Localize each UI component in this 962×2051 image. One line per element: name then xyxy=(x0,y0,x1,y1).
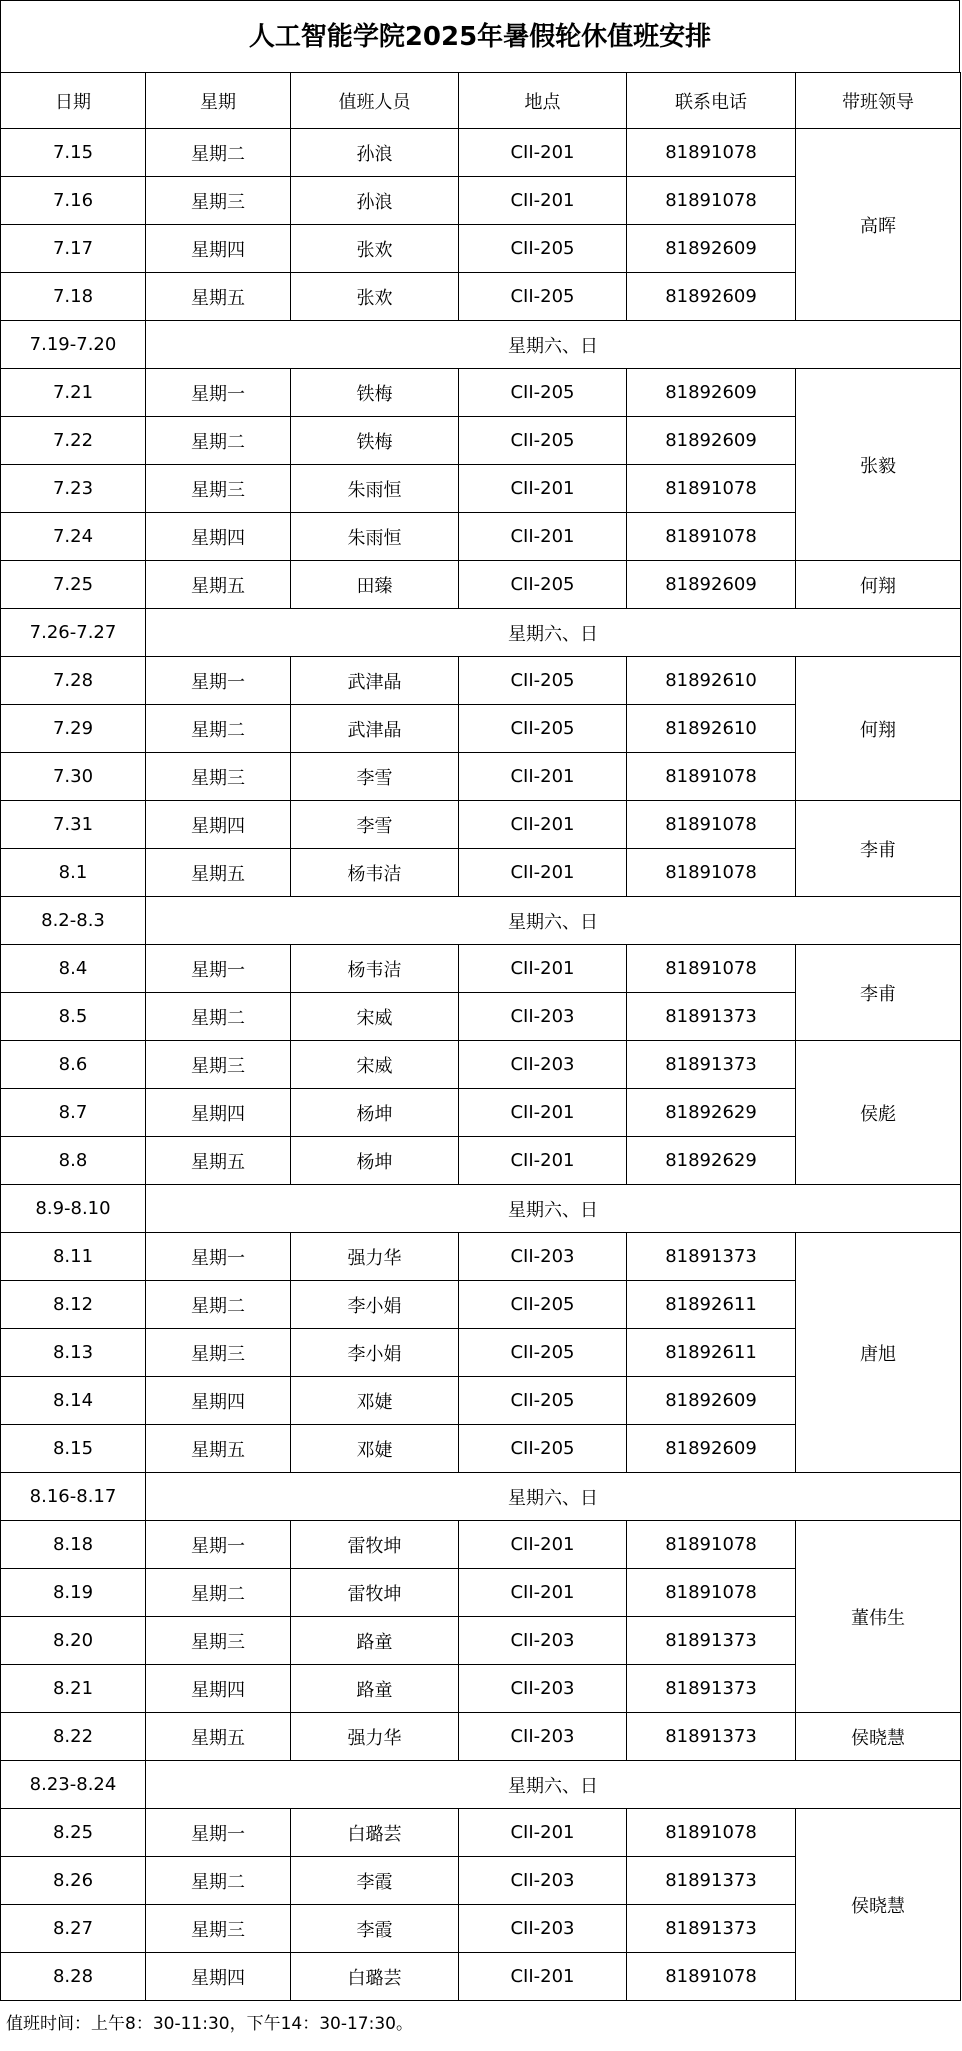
place-cell: CII-205 xyxy=(459,1329,627,1377)
weekend-cell: 星期六、日 xyxy=(146,321,961,369)
weekday-cell: 星期二 xyxy=(146,1569,291,1617)
weekday-cell: 星期二 xyxy=(146,1281,291,1329)
weekend-cell: 星期六、日 xyxy=(146,1185,961,1233)
weekday-cell: 星期一 xyxy=(146,1809,291,1857)
person-cell: 朱雨恒 xyxy=(291,465,459,513)
place-cell: CII-201 xyxy=(459,1569,627,1617)
person-cell: 李小娟 xyxy=(291,1329,459,1377)
phone-cell: 81892609 xyxy=(627,273,796,321)
date-cell: 7.18 xyxy=(1,273,146,321)
table-row xyxy=(1,945,961,993)
date-cell: 8.27 xyxy=(1,1905,146,1953)
date-cell: 8.15 xyxy=(1,1425,146,1473)
weekend-row xyxy=(1,321,961,369)
date-cell: 7.30 xyxy=(1,753,146,801)
weekday-cell: 星期五 xyxy=(146,1137,291,1185)
place-cell: CII-201 xyxy=(459,945,627,993)
leader-cell: 李甫 xyxy=(796,801,961,897)
place-cell: CII-205 xyxy=(459,225,627,273)
leader-cell: 侯晓慧 xyxy=(796,1809,961,2001)
weekday-cell: 星期一 xyxy=(146,1521,291,1569)
person-cell: 路童 xyxy=(291,1665,459,1713)
weekday-cell: 星期二 xyxy=(146,993,291,1041)
date-cell: 8.20 xyxy=(1,1617,146,1665)
phone-cell: 81892629 xyxy=(627,1089,796,1137)
date-cell: 8.28 xyxy=(1,1953,146,2001)
weekday-cell: 星期二 xyxy=(146,129,291,177)
date-cell: 7.31 xyxy=(1,801,146,849)
person-cell: 铁梅 xyxy=(291,369,459,417)
place-cell: CII-205 xyxy=(459,1281,627,1329)
phone-cell: 81892609 xyxy=(627,1425,796,1473)
weekend-row xyxy=(1,1185,961,1233)
table-row xyxy=(1,369,961,417)
phone-cell: 81891078 xyxy=(627,945,796,993)
weekday-cell: 星期一 xyxy=(146,1233,291,1281)
date-cell: 7.26-7.27 xyxy=(1,609,146,657)
person-cell: 白璐芸 xyxy=(291,1953,459,2001)
place-cell: CII-205 xyxy=(459,1425,627,1473)
phone-cell: 81892611 xyxy=(627,1329,796,1377)
weekday-cell: 星期三 xyxy=(146,465,291,513)
weekday-cell: 星期四 xyxy=(146,1089,291,1137)
header-date: 日期 xyxy=(1,73,146,129)
date-cell: 7.23 xyxy=(1,465,146,513)
phone-cell: 81892629 xyxy=(627,1137,796,1185)
place-cell: CII-201 xyxy=(459,1089,627,1137)
place-cell: CII-201 xyxy=(459,465,627,513)
phone-cell: 81891373 xyxy=(627,1905,796,1953)
table-row xyxy=(1,129,961,177)
date-cell: 8.8 xyxy=(1,1137,146,1185)
phone-cell: 81892609 xyxy=(627,561,796,609)
weekend-cell: 星期六、日 xyxy=(146,1473,961,1521)
weekday-cell: 星期三 xyxy=(146,1329,291,1377)
person-cell: 张欢 xyxy=(291,273,459,321)
weekend-cell: 星期六、日 xyxy=(146,609,961,657)
place-cell: CII-205 xyxy=(459,561,627,609)
place-cell: CII-205 xyxy=(459,417,627,465)
date-cell: 8.16-8.17 xyxy=(1,1473,146,1521)
place-cell: CII-203 xyxy=(459,1233,627,1281)
date-cell: 8.11 xyxy=(1,1233,146,1281)
date-cell: 8.22 xyxy=(1,1713,146,1761)
weekday-cell: 星期三 xyxy=(146,1617,291,1665)
place-cell: CII-203 xyxy=(459,993,627,1041)
leader-cell: 何翔 xyxy=(796,657,961,801)
place-cell: CII-201 xyxy=(459,753,627,801)
date-cell: 8.12 xyxy=(1,1281,146,1329)
header-weekday: 星期 xyxy=(146,73,291,129)
date-cell: 8.23-8.24 xyxy=(1,1761,146,1809)
table-header-row xyxy=(1,73,961,129)
phone-cell: 81891373 xyxy=(627,1857,796,1905)
weekend-row xyxy=(1,609,961,657)
weekday-cell: 星期五 xyxy=(146,849,291,897)
person-cell: 杨坤 xyxy=(291,1137,459,1185)
weekday-cell: 星期二 xyxy=(146,417,291,465)
place-cell: CII-203 xyxy=(459,1041,627,1089)
place-cell: CII-201 xyxy=(459,513,627,561)
weekend-cell: 星期六、日 xyxy=(146,897,961,945)
table-row xyxy=(1,1713,961,1761)
person-cell: 李霞 xyxy=(291,1905,459,1953)
weekday-cell: 星期四 xyxy=(146,1665,291,1713)
phone-cell: 81891373 xyxy=(627,1665,796,1713)
place-cell: CII-201 xyxy=(459,1521,627,1569)
phone-cell: 81892609 xyxy=(627,225,796,273)
weekday-cell: 星期四 xyxy=(146,801,291,849)
weekend-row xyxy=(1,897,961,945)
date-cell: 8.1 xyxy=(1,849,146,897)
person-cell: 强力华 xyxy=(291,1233,459,1281)
table-row xyxy=(1,801,961,849)
date-cell: 8.6 xyxy=(1,1041,146,1089)
phone-cell: 81891373 xyxy=(627,1233,796,1281)
table-row xyxy=(1,1521,961,1569)
leader-cell: 董伟生 xyxy=(796,1521,961,1713)
phone-cell: 81892610 xyxy=(627,657,796,705)
leader-cell: 李甫 xyxy=(796,945,961,1041)
person-cell: 邓婕 xyxy=(291,1377,459,1425)
person-cell: 路童 xyxy=(291,1617,459,1665)
place-cell: CII-201 xyxy=(459,801,627,849)
date-cell: 7.29 xyxy=(1,705,146,753)
place-cell: CII-201 xyxy=(459,1953,627,2001)
person-cell: 宋威 xyxy=(291,1041,459,1089)
phone-cell: 81891373 xyxy=(627,1713,796,1761)
place-cell: CII-205 xyxy=(459,657,627,705)
place-cell: CII-201 xyxy=(459,129,627,177)
phone-cell: 81891078 xyxy=(627,1569,796,1617)
date-cell: 7.17 xyxy=(1,225,146,273)
date-cell: 7.28 xyxy=(1,657,146,705)
place-cell: CII-203 xyxy=(459,1857,627,1905)
phone-cell: 81891078 xyxy=(627,513,796,561)
phone-cell: 81892610 xyxy=(627,705,796,753)
person-cell: 孙浪 xyxy=(291,129,459,177)
date-cell: 7.22 xyxy=(1,417,146,465)
date-cell: 8.19 xyxy=(1,1569,146,1617)
weekday-cell: 星期五 xyxy=(146,273,291,321)
date-cell: 7.25 xyxy=(1,561,146,609)
person-cell: 雷牧坤 xyxy=(291,1521,459,1569)
date-cell: 7.24 xyxy=(1,513,146,561)
leader-cell: 侯彪 xyxy=(796,1041,961,1185)
date-cell: 8.25 xyxy=(1,1809,146,1857)
date-cell: 7.21 xyxy=(1,369,146,417)
duty-table-body xyxy=(1,129,961,2001)
weekday-cell: 星期二 xyxy=(146,705,291,753)
person-cell: 李霞 xyxy=(291,1857,459,1905)
phone-cell: 81891078 xyxy=(627,177,796,225)
weekday-cell: 星期四 xyxy=(146,1377,291,1425)
phone-cell: 81891078 xyxy=(627,465,796,513)
date-cell: 8.7 xyxy=(1,1089,146,1137)
place-cell: CII-201 xyxy=(459,849,627,897)
date-cell: 8.5 xyxy=(1,993,146,1041)
phone-cell: 81892609 xyxy=(627,417,796,465)
weekday-cell: 星期一 xyxy=(146,657,291,705)
place-cell: CII-203 xyxy=(459,1617,627,1665)
table-row xyxy=(1,1041,961,1089)
place-cell: CII-203 xyxy=(459,1905,627,1953)
weekend-row xyxy=(1,1761,961,1809)
date-cell: 8.14 xyxy=(1,1377,146,1425)
phone-cell: 81891078 xyxy=(627,801,796,849)
weekday-cell: 星期五 xyxy=(146,1425,291,1473)
weekday-cell: 星期四 xyxy=(146,513,291,561)
weekday-cell: 星期四 xyxy=(146,1953,291,2001)
weekday-cell: 星期三 xyxy=(146,753,291,801)
table-row xyxy=(1,1233,961,1281)
table-row xyxy=(1,1809,961,1857)
page-title: 人工智能学院2025年暑假轮休值班安排 xyxy=(0,0,960,73)
date-cell: 8.9-8.10 xyxy=(1,1185,146,1233)
person-cell: 李雪 xyxy=(291,801,459,849)
person-cell: 铁梅 xyxy=(291,417,459,465)
date-cell: 8.2-8.3 xyxy=(1,897,146,945)
place-cell: CII-201 xyxy=(459,1137,627,1185)
person-cell: 朱雨恒 xyxy=(291,513,459,561)
date-cell: 7.19-7.20 xyxy=(1,321,146,369)
weekday-cell: 星期三 xyxy=(146,177,291,225)
person-cell: 田臻 xyxy=(291,561,459,609)
person-cell: 张欢 xyxy=(291,225,459,273)
place-cell: CII-205 xyxy=(459,705,627,753)
weekend-cell: 星期六、日 xyxy=(146,1761,961,1809)
phone-cell: 81892609 xyxy=(627,369,796,417)
person-cell: 孙浪 xyxy=(291,177,459,225)
date-cell: 7.16 xyxy=(1,177,146,225)
weekday-cell: 星期一 xyxy=(146,369,291,417)
phone-cell: 81891078 xyxy=(627,1521,796,1569)
person-cell: 杨韦洁 xyxy=(291,849,459,897)
weekend-row xyxy=(1,1473,961,1521)
place-cell: CII-201 xyxy=(459,1809,627,1857)
person-cell: 李雪 xyxy=(291,753,459,801)
header-person: 值班人员 xyxy=(291,73,459,129)
person-cell: 杨坤 xyxy=(291,1089,459,1137)
person-cell: 宋威 xyxy=(291,993,459,1041)
leader-cell: 高晖 xyxy=(796,129,961,321)
phone-cell: 81891078 xyxy=(627,1809,796,1857)
phone-cell: 81891078 xyxy=(627,849,796,897)
date-cell: 7.15 xyxy=(1,129,146,177)
person-cell: 白璐芸 xyxy=(291,1809,459,1857)
duty-hours-note: 值班时间：上午8：30-11:30，下午14：30-17:30。 xyxy=(6,2014,413,2034)
date-cell: 8.21 xyxy=(1,1665,146,1713)
place-cell: CII-201 xyxy=(459,177,627,225)
leader-cell: 张毅 xyxy=(796,369,961,561)
phone-cell: 81891078 xyxy=(627,753,796,801)
person-cell: 李小娟 xyxy=(291,1281,459,1329)
place-cell: CII-203 xyxy=(459,1713,627,1761)
table-row xyxy=(1,561,961,609)
table-row xyxy=(1,657,961,705)
phone-cell: 81891373 xyxy=(627,1041,796,1089)
phone-cell: 81891078 xyxy=(627,1953,796,2001)
weekday-cell: 星期二 xyxy=(146,1857,291,1905)
phone-cell: 81892609 xyxy=(627,1377,796,1425)
date-cell: 8.26 xyxy=(1,1857,146,1905)
place-cell: CII-205 xyxy=(459,369,627,417)
header-phone: 联系电话 xyxy=(627,73,796,129)
weekday-cell: 星期五 xyxy=(146,561,291,609)
phone-cell: 81891373 xyxy=(627,993,796,1041)
place-cell: CII-205 xyxy=(459,273,627,321)
phone-cell: 81891373 xyxy=(627,1617,796,1665)
person-cell: 武津晶 xyxy=(291,657,459,705)
date-cell: 8.18 xyxy=(1,1521,146,1569)
leader-cell: 唐旭 xyxy=(796,1233,961,1473)
weekday-cell: 星期一 xyxy=(146,945,291,993)
place-cell: CII-205 xyxy=(459,1377,627,1425)
phone-cell: 81891078 xyxy=(627,129,796,177)
person-cell: 武津晶 xyxy=(291,705,459,753)
date-cell: 8.4 xyxy=(1,945,146,993)
duty-table xyxy=(0,72,961,2001)
person-cell: 杨韦洁 xyxy=(291,945,459,993)
phone-cell: 81892611 xyxy=(627,1281,796,1329)
weekday-cell: 星期三 xyxy=(146,1041,291,1089)
person-cell: 雷牧坤 xyxy=(291,1569,459,1617)
weekday-cell: 星期四 xyxy=(146,225,291,273)
person-cell: 邓婕 xyxy=(291,1425,459,1473)
person-cell: 强力华 xyxy=(291,1713,459,1761)
weekday-cell: 星期三 xyxy=(146,1905,291,1953)
header-place: 地点 xyxy=(459,73,627,129)
leader-cell: 何翔 xyxy=(796,561,961,609)
leader-cell: 侯晓慧 xyxy=(796,1713,961,1761)
date-cell: 8.13 xyxy=(1,1329,146,1377)
weekday-cell: 星期五 xyxy=(146,1713,291,1761)
header-leader: 带班领导 xyxy=(796,73,961,129)
place-cell: CII-203 xyxy=(459,1665,627,1713)
